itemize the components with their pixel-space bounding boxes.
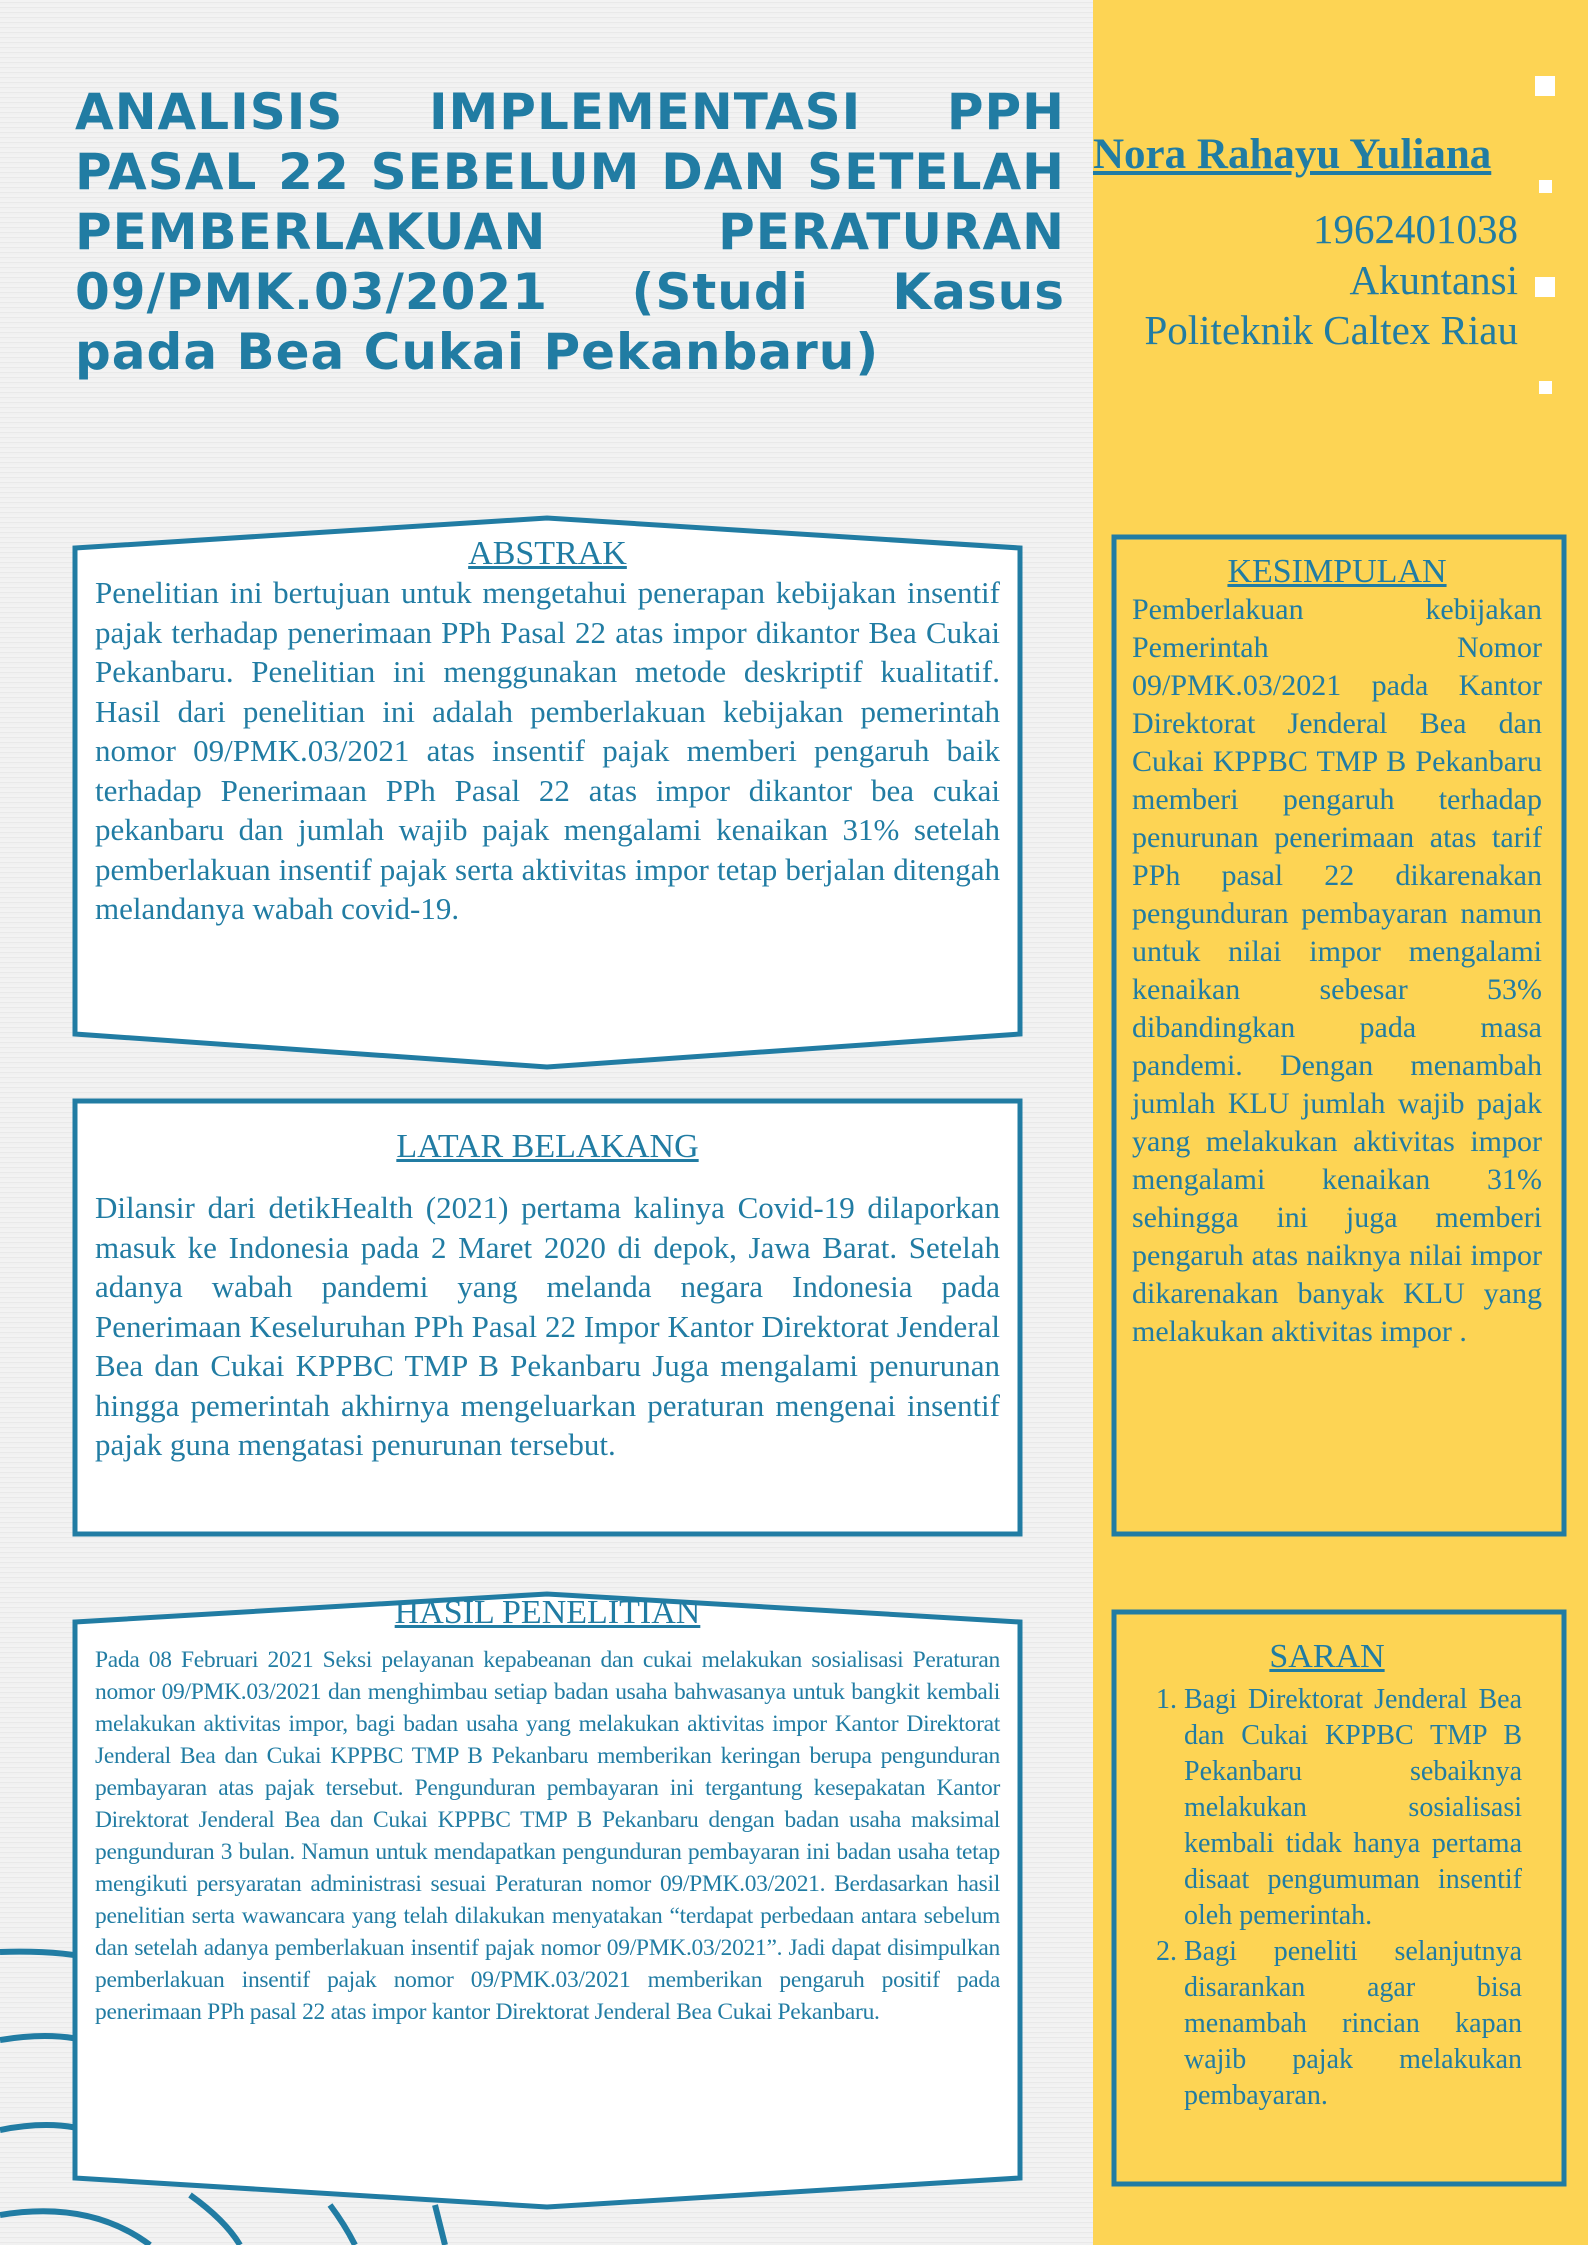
square-bullet-icon — [1535, 76, 1555, 96]
decorative-arc — [190, 2195, 240, 2245]
latar-section — [95, 1128, 1000, 1465]
saran-item: 2. Bagi peneliti selanjutnya disarankan agar bisa menambah rincian kapan wajib pajak melakukan pembayaran. — [1184, 1934, 1522, 2114]
author-institution: Politeknik Caltex Riau — [1144, 307, 1518, 353]
hasil-heading: HASIL PENELITIAN — [394, 1594, 701, 1631]
latar-text: Dilansir dari detikHealth (2021) pertama kalinya Covid-19 dilaporkan masuk ke Indonesia pada 2 Maret 2020 di depok, Jawa Barat. Setelah adanya wabah pandemi yang melanda negara Indonesia pada Penerimaan Keseluruhan PPh Pasal 22 Impor Kantor Direktorat Jenderal Bea dan Cukai KPPBC TMP B Pekanbaru Juga mengalami penurunan hingga pemerintah akhirnya mengeluarkan peraturan mengenai insentif pajak guna mengatasi penurunan tersebut. — [95, 1190, 1000, 1462]
abstrak-section — [95, 535, 1000, 929]
latar-heading: LATAR BELAKANG — [396, 1128, 699, 1165]
decorative-arc — [435, 2205, 445, 2245]
saran-item: 1. Bagi Direktorat Jenderal Bea dan Cukai KPPBC TMP B Pekanbaru sebaiknya melakukan sosialisasi kembali tidak hanya pertama disaat pengumuman insentif oleh pemerintah. — [1184, 1682, 1522, 1934]
author-nim: 1962401038 — [1313, 206, 1518, 252]
hasil-section — [95, 1594, 1000, 2028]
abstrak-text: Penelitian ini bertujuan untuk mengetahui penerapan kebijakan insentif pajak terhadap penerimaan PPh Pasal 22 atas impor dikantor Bea Cukai Pekanbaru. Penelitian ini menggunakan metode deskriptif kualitatif. Hasil dari penelitian ini adalah pemberlakuan kebijakan pemerintah nomor 09/PMK.03/2021 atas insentif pajak memberi pengaruh baik terhadap Penerimaan PPh Pasal 22 atas impor dikantor bea cukai pekanbaru dan jumlah wajib pajak mengalami kenaikan 31% setelah pemberlakuan insentif pajak serta aktivitas impor tetap berjalan ditengah melandanya wabah covid-19. — [95, 575, 1000, 926]
author-name: Nora Rahayu Yuliana — [1093, 131, 1492, 178]
decorative-arc — [0, 2211, 150, 2245]
hasil-text: Pada 08 Februari 2021 Seksi pelayanan kepabeanan dan cukai melakukan sosialisasi Peraturan nomor 09/PMK.03/2021 dan menghimbau setiap badan usaha bahwasanya untuk bangkit kembali melakukan aktivitas impor, bagi badan usaha yang melakukan aktivitas impor Kantor Direktorat Jenderal Bea dan Cukai KPPBC TMP B Pekanbaru memberikan keringan berupa pengunduran pembayaran atas pajak tersebut. Pengunduran pembayaran ini tergantung kesepakatan Kantor Direktorat Jenderal Bea dan Cukai KPPBC TMP B Pekanbaru dengan badan usaha maksimal pengunduran 3 bulan. Namun untuk mendapatkan pengunduran pembayaran ini badan usaha tetap mengikuti persyaratan administrasi sesuai Peraturan nomor 09/PMK.03/2021. Berdasarkan hasil penelitian serta wawancara yang telah dilakukan menyatakan “terdapat perbedaan antara sebelum dan setelah adanya pemberlakuan insentif pajak nomor 09/PMK.03/2021”. Jadi dapat disimpulkan pemberlakuan insentif pajak nomor 09/PMK.03/2021 memberikan pengaruh positif pada penerimaan PPh pasal 22 atas impor kantor Direktorat Jenderal Bea Cukai Pekanbaru. — [95, 1647, 1000, 2025]
saran-list — [1132, 1682, 1522, 2114]
square-bullet-icon — [1539, 180, 1552, 193]
saran-heading: SARAN — [1269, 1638, 1385, 1675]
square-bullet-icon — [1535, 277, 1555, 297]
kesimpulan-heading: KESIMPULAN — [1227, 553, 1447, 590]
author-program: Akuntansi — [1349, 257, 1518, 303]
decorative-arc — [330, 2205, 355, 2245]
saran-section — [1132, 1638, 1522, 2114]
square-bullet-icon — [1539, 381, 1552, 394]
kesimpulan-section — [1132, 553, 1542, 1351]
kesimpulan-text: Pemberlakuan kebijakan Pemerintah Nomor 09/PMK.03/2021 pada Kantor Direktorat Jenderal Bea dan Cukai KPPBC TMP B Pekanbaru memberi pengaruh terhadap penurunan penerimaan atas tarif PPh pasal 22 dikarenakan pengunduran pembayaran namun untuk nilai impor mengalami kenaikan sebesar 53% dibandingkan pada masa pandemi. Dengan menambah jumlah KLU jumlah wajib pajak yang melakukan aktivitas impor mengalami kenaikan 31% sehingga ini juga memberi pengaruh atas naiknya nilai impor dikarenakan banyak KLU yang melakukan aktivitas impor . — [1132, 593, 1542, 1348]
abstrak-heading: ABSTRAK — [468, 535, 627, 572]
poster-title: ANALISIS IMPLEMENTASI PPH PASAL 22 SEBELUM DAN SETELAH PEMBERLAKUAN PERATURAN 09/PMK.03/2021 (Studi Kasus pada Bea Cukai Pekanbaru) — [75, 83, 1065, 381]
